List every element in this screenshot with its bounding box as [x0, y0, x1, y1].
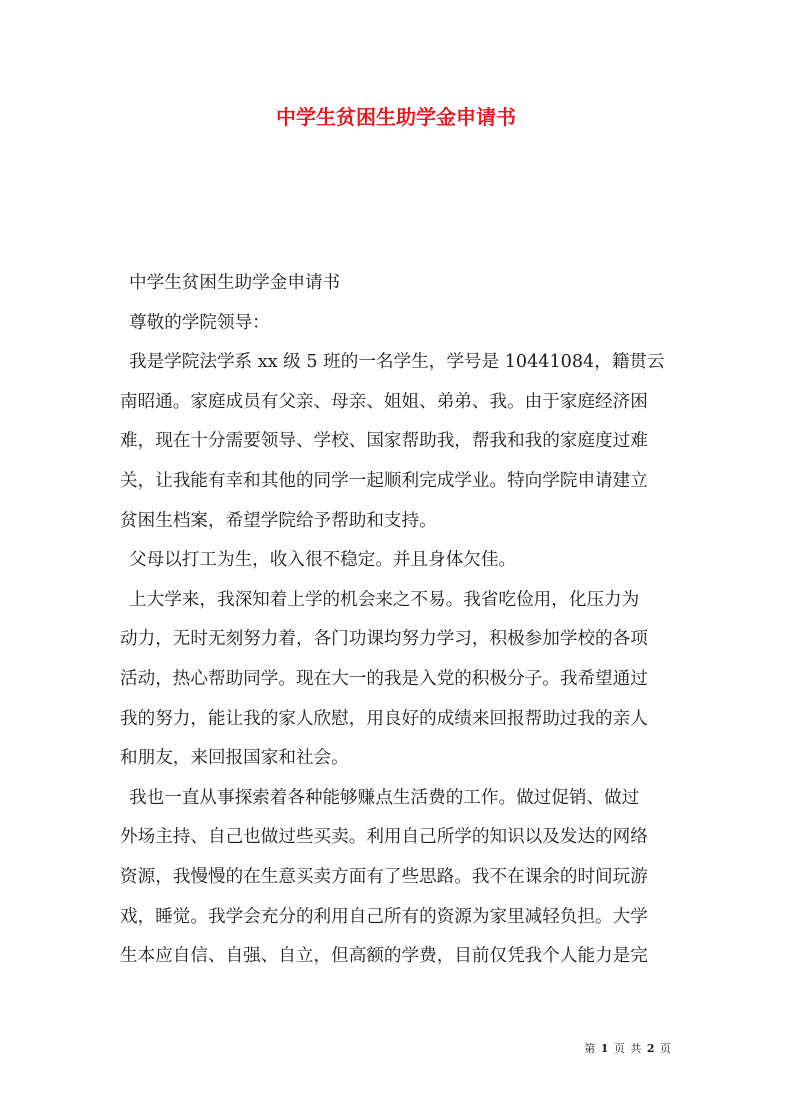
body-line: 资源，我慢慢的在生意买卖方面有了些思路。我不在课余的时间玩游: [120, 866, 648, 887]
body-line: 我的努力，能让我的家人欣慰，用良好的成绩来回报帮助过我的亲人: [120, 708, 648, 729]
document-body: [120, 264, 680, 977]
body-line: 动力，无时无刻努力着，各门功课均努力学习，积极参加学校的各项: [120, 629, 648, 650]
body-line: 南昭通。家庭成员有父亲、母亲、姐姐、弟弟、我。由于家庭经济困: [120, 391, 648, 412]
footer-prefix: 第: [584, 1042, 597, 1055]
body-line: 父母以打工为生，收入很不稳定。并且身体欠佳。: [129, 550, 517, 571]
footer-middle: 页 共: [613, 1042, 643, 1055]
footer-total-pages: 2: [646, 1042, 656, 1055]
body-line: 关，让我能有幸和其他的同学一起顺利完成学业。特向学院申请建立: [120, 470, 648, 491]
page-footer: [584, 1040, 672, 1056]
footer-page-number: 1: [600, 1042, 610, 1055]
body-line: 尊敬的学院领导：: [129, 312, 270, 333]
body-line: 戏，睡觉。我学会充分的利用自己所有的资源为家里减轻负担。大学: [120, 906, 648, 927]
document-title: 中学生贫困生助学金申请书: [276, 105, 516, 129]
body-line: 上大学来，我深知着上学的机会来之不易。我省吃俭用，化压力为: [129, 589, 640, 610]
footer-suffix: 页: [660, 1042, 672, 1055]
body-line: 我是学院法学系 xx 级 5 班的一名学生，学号是 10441084，籍贯云: [129, 352, 665, 373]
body-line: 中学生贫困生助学金申请书: [129, 273, 341, 293]
body-line: 生本应自信、自强、自立，但高额的学费，目前仅凭我个人能力是完: [120, 946, 648, 967]
body-line: 贫困生档案，希望学院给予帮助和支持。: [120, 510, 437, 531]
body-line: 难，现在十分需要领导、学校、国家帮助我，帮我和我的家庭度过难: [120, 431, 648, 452]
body-line: 活动，热心帮助同学。现在大一的我是入党的积极分子。我希望通过: [120, 668, 648, 689]
body-line: 外场主持、自己也做过些买卖。利用自己所学的知识以及发达的网络: [120, 827, 648, 848]
body-line: 和朋友，来回报国家和社会。: [120, 748, 349, 769]
body-line: 我也一直从事探索着各种能够赚点生活费的工作。做过促销、做过: [129, 787, 640, 808]
